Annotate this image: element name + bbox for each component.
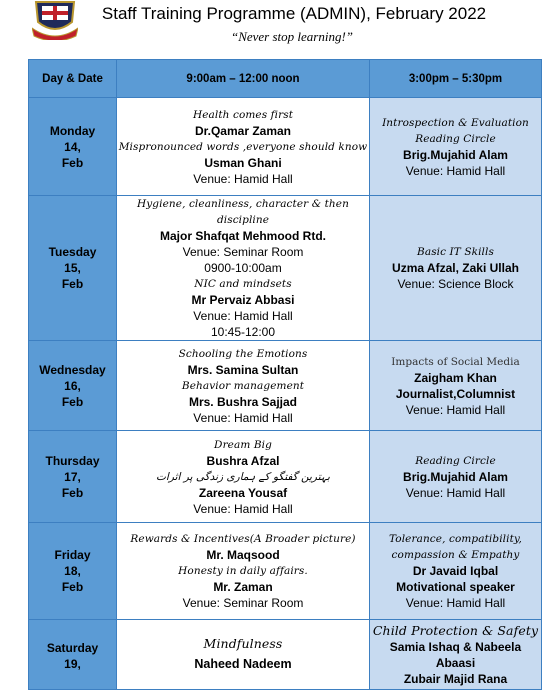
- session-speaker: Brig.Mujahid Alam: [403, 469, 508, 484]
- afternoon-session: [370, 341, 542, 431]
- session-topic: Reading Circle: [415, 132, 496, 145]
- table-row: [29, 620, 542, 690]
- session-topic: Introspection & Evaluation: [382, 116, 529, 129]
- session-venue: Venue: Seminar Room: [182, 245, 304, 259]
- session-venue: Venue: Seminar Room: [182, 596, 304, 610]
- day-name: Thursday: [45, 453, 100, 468]
- session-time: 0900-10:00am: [204, 261, 282, 275]
- session-topic: Basic IT Skills: [417, 246, 494, 258]
- session-venue: Venue: Hamid Hall: [193, 171, 293, 186]
- morning-session: [117, 523, 370, 620]
- session-topic: Rewards & Incentives(A Broader picture): [130, 533, 356, 545]
- session-speaker: Naheed Nadeem: [194, 657, 292, 671]
- session-topic: NIC and mindsets: [194, 278, 292, 290]
- table-row: [29, 196, 542, 341]
- session-speaker: Zubair Majid Rana: [403, 672, 508, 686]
- session-topic: Behavior management: [181, 379, 305, 392]
- header-day-date: Day & Date: [29, 60, 117, 98]
- speaker-title: Journalist,Columnist: [395, 386, 516, 401]
- day-cell: [29, 98, 117, 196]
- session-speaker: Mr Pervaiz Abbasi: [191, 293, 295, 307]
- day-name: Wednesday: [39, 362, 106, 377]
- page-title: Staff Training Programme (ADMIN), February 2022: [101, 4, 487, 23]
- session-speaker: Mrs. Samina Sultan: [187, 362, 299, 377]
- day-month: Feb: [61, 277, 84, 291]
- session-speaker: Usman Ghani: [204, 155, 282, 170]
- session-venue: Venue: Science Block: [397, 277, 514, 291]
- table-row: [29, 98, 542, 196]
- day-name: Tuesday: [48, 245, 97, 259]
- day-month: Feb: [61, 394, 84, 409]
- schedule-table: [28, 59, 542, 690]
- session-speaker: Zareena Yousaf: [198, 485, 288, 500]
- session-speaker: Bushra Afzal: [206, 453, 280, 468]
- session-topic: Schooling the Emotions: [178, 347, 308, 360]
- speaker-title: Motivational speaker: [396, 580, 515, 594]
- afternoon-session: [370, 523, 542, 620]
- session-topic: Impacts of Social Media: [391, 355, 520, 368]
- day-date: 15,: [64, 261, 81, 275]
- day-name: Monday: [49, 123, 96, 138]
- morning-session: [117, 620, 370, 690]
- session-venue: Venue: Hamid Hall: [193, 501, 293, 516]
- session-speaker: Zaigham Khan: [414, 370, 497, 385]
- session-venue: Venue: Hamid Hall: [405, 485, 506, 500]
- session-venue: Venue: Hamid Hall: [193, 410, 293, 425]
- session-time: 10:45-12:00: [210, 325, 276, 339]
- day-month: Feb: [61, 580, 84, 594]
- session-speaker: Uzma Afzal, Zaki Ullah: [392, 261, 519, 275]
- afternoon-session: [370, 196, 542, 341]
- day-date: 16,: [64, 378, 81, 393]
- day-date: 19,: [64, 657, 81, 671]
- session-topic: Child Protection & Safety: [372, 623, 539, 638]
- session-speaker: Mr. Maqsood: [206, 548, 280, 562]
- header-afternoon: 3:00pm – 5:30pm: [370, 60, 542, 98]
- session-speaker: Mr. Zaman: [213, 580, 273, 594]
- table-row: [29, 523, 542, 620]
- session-speaker: Dr.Qamar Zaman: [194, 123, 292, 138]
- motto: “Never stop learning!”: [230, 29, 354, 44]
- session-topic: Hygiene, cleanliness, character & then discipline: [137, 198, 349, 226]
- session-topic: Dream Big: [214, 438, 272, 451]
- session-speaker: Brig.Mujahid Alam: [403, 147, 508, 162]
- day-date: 18,: [64, 564, 81, 578]
- day-cell: [29, 196, 117, 341]
- session-speaker: Mrs. Bushra Sajjad: [188, 394, 298, 409]
- day-date: 17,: [64, 469, 81, 484]
- session-speaker: Samia Ishaq & Nabeela Abaasi: [389, 640, 522, 670]
- session-topic: Honesty in daily affairs.: [178, 565, 308, 577]
- day-month: Feb: [61, 155, 84, 170]
- session-speaker: Dr Javaid Iqbal: [412, 564, 499, 578]
- afternoon-session: [370, 620, 542, 690]
- session-topic: Mispronounced words ,everyone should know: [118, 140, 368, 153]
- afternoon-session: [370, 98, 542, 196]
- table-row: [29, 341, 542, 431]
- session-topic: Tolerance, compatibility, compassion & Empathy: [388, 533, 522, 561]
- session-topic-urdu: بہترین گفتگو کے ہماری زندگی پر اثرات: [156, 470, 330, 483]
- day-cell: [29, 523, 117, 620]
- table-row: [29, 431, 542, 523]
- session-venue: Venue: Hamid Hall: [405, 402, 506, 417]
- morning-session: [117, 98, 370, 196]
- day-date: 14,: [64, 139, 81, 154]
- day-name: Friday: [54, 548, 91, 562]
- session-speaker: Major Shafqat Mehmood Rtd.: [160, 229, 326, 243]
- morning-session: [117, 341, 370, 431]
- day-cell: [29, 341, 117, 431]
- session-venue: Venue: Hamid Hall: [405, 163, 506, 178]
- afternoon-session: [370, 431, 542, 523]
- session-venue: Venue: Hamid Hall: [193, 309, 293, 323]
- table-header-row: [29, 60, 542, 98]
- session-venue: Venue: Hamid Hall: [405, 596, 506, 610]
- day-month: Feb: [61, 485, 84, 500]
- day-cell: [29, 431, 117, 523]
- morning-session: [117, 431, 370, 523]
- header-morning: 9:00am – 12:00 noon: [117, 60, 370, 98]
- morning-session: [117, 196, 370, 341]
- session-topic: Reading Circle: [415, 454, 496, 467]
- session-topic: Mindfulness: [203, 636, 283, 651]
- session-topic: Health comes first: [192, 108, 294, 121]
- day-cell: [29, 620, 117, 690]
- day-name: Saturday: [46, 641, 99, 655]
